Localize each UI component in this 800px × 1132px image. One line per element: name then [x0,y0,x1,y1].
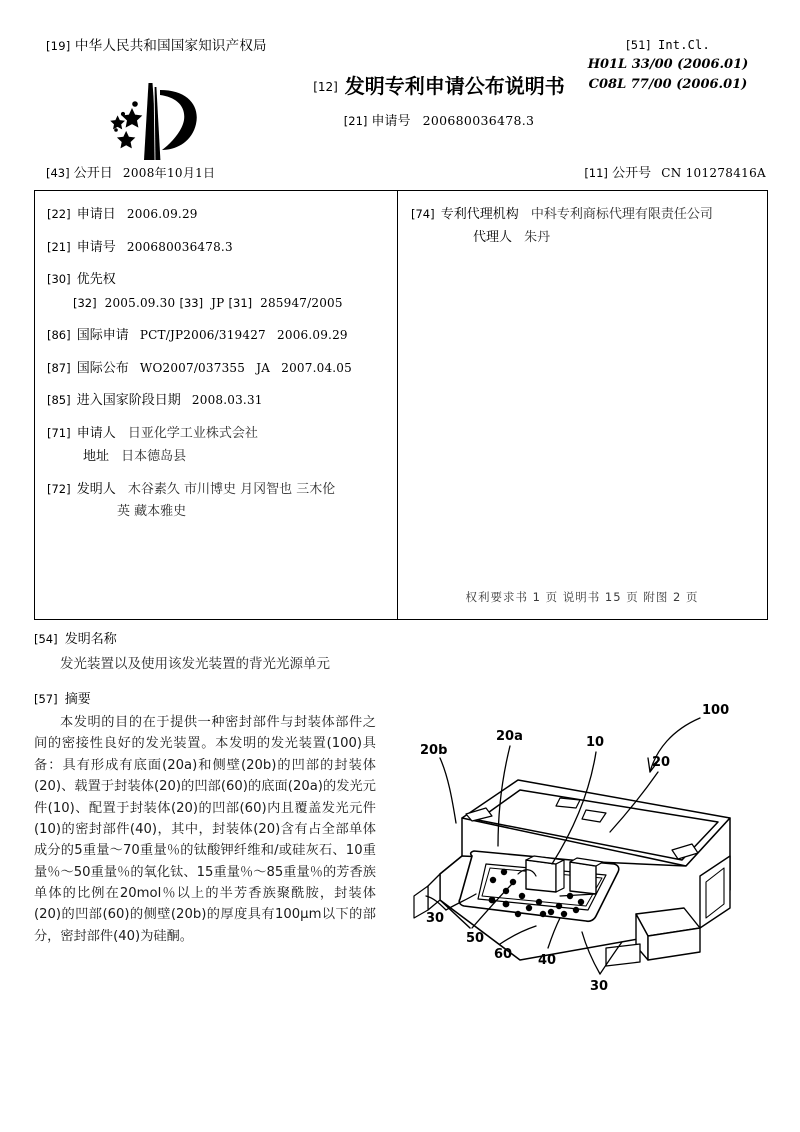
document-header [34,28,768,156]
publication-date-field [46,162,215,181]
document-type-label: 发明专利申请公布说明书 [344,74,565,98]
intl-app-number: PCT/JP2006/319427 [139,328,266,342]
international-classification [568,36,768,95]
inid-32: [32] [73,295,97,310]
abstract-label: 摘要 [64,692,91,707]
applicant-address [83,447,387,467]
inid-11: [11] [584,166,608,180]
abstract-heading [34,688,384,707]
agency-field [411,205,757,247]
priority-field [47,270,387,313]
biblio-left-column [35,191,397,619]
inid-86: [86] [47,328,71,342]
ref-label-20a: 20a [496,729,523,744]
office-name: 中华人民共和国国家知识产权局 [74,38,267,54]
ref-label-30-right: 30 [590,979,609,994]
publication-row [34,162,768,184]
inid-54: [54] [34,632,58,646]
international-application-field [47,326,387,346]
inid-87: [87] [47,360,71,375]
inid-19: [19] [46,39,71,53]
ref-label-20b: 20b [420,743,448,758]
intcl-code-2: C08L 77/00 (2006.01) [588,76,748,92]
inid-12: [12] [313,80,338,94]
intl-pub-date: 2007.04.05 [281,360,352,375]
publication-number-field [584,162,766,181]
priority-label: 优先权 [76,272,116,287]
national-phase-field [47,391,387,411]
agent-row [473,228,757,248]
agent-label: 代理人 [473,229,513,245]
issuing-office [46,34,267,54]
inventor-names-line-1: 木谷素久 市川博史 月冈智也 三木伦 [127,481,336,497]
intl-pub-label: 国际公布 [76,360,129,376]
priority-details [73,294,387,314]
ref-label-10: 10 [586,735,605,750]
inventor-names-line-2: 英 藏本雅史 [117,504,187,519]
publication-date-label: 公开日 [73,166,113,181]
inid-22: [22] [47,207,71,221]
ref-label-50: 50 [466,931,485,946]
ref-label-40: 40 [538,953,557,968]
app-number-value: 200680036478.3 [126,239,233,254]
intcl-heading [568,36,768,55]
filing-date-label: 申请日 [76,207,116,222]
inid-43: [43] [46,166,70,180]
header-application-number [264,110,614,129]
application-number-value: 200680036478.3 [422,113,535,128]
ref-label-100: 100 [702,703,730,718]
ref-label-30-left: 30 [426,911,445,926]
page-title: 发光装置以及使用该发光装置的背光光源单元 [60,656,330,672]
inid-51: [51] [626,38,651,52]
ref-label-60: 60 [494,947,513,962]
page-count-summary: 权利要求书 1 页 说明书 15 页 附图 2 页 [465,590,699,604]
filing-date-value: 2006.09.29 [126,207,198,221]
inid-72: [72] [47,481,71,496]
ref-label-20: 20 [652,755,671,770]
document-title-block [264,70,614,129]
abstract-column [34,688,384,947]
agent-name: 朱丹 [524,229,551,245]
intcl-code-1: H01L 33/00 (2006.01) [587,56,749,72]
intcl-label: Int.Cl. [657,38,710,52]
bibliographic-data-box [34,190,768,620]
inid-74: [74] [411,207,435,221]
invention-title-heading [34,628,768,647]
inid-21-header: [21] [343,114,368,128]
applicant-label: 申请人 [76,425,116,441]
priority-country-value: JP [211,295,225,310]
priority-number-value: 285947/2005 [260,295,343,310]
agency-name: 中科专利商标代理有限责任公司 [530,207,713,222]
address-value: 日本德岛县 [121,449,187,464]
filing-date-field [47,205,387,225]
national-phase-label: 进入国家阶段日期 [76,393,181,408]
international-publication-field [47,359,387,379]
applicant-name: 日亚化学工业株式会社 [127,425,258,441]
address-label: 地址 [83,449,110,464]
intl-pub-number: WO2007/037355 [139,360,246,375]
inid-71: [71] [47,425,71,440]
biblio-right-column [397,191,767,619]
app-number-label: 申请号 [76,239,116,255]
inventor-field [47,480,387,522]
publication-number-label: 公开号 [612,166,652,181]
invention-title-label: 发明名称 [64,632,117,647]
applicant-field [47,424,387,467]
intl-app-label: 国际申请 [76,328,129,343]
app-number-field [47,238,387,258]
inid-31: [31] [228,295,253,310]
inid-33: [33] [179,295,204,310]
inventor-names-line-2-row [109,502,387,522]
intl-pub-language: JA [256,360,271,375]
document-type [264,70,614,99]
inid-85: [85] [47,393,71,407]
publication-number-value: CN 101278416A [661,166,766,180]
inventor-label: 发明人 [76,481,116,497]
agency-label: 专利代理机构 [440,207,519,222]
intl-app-date: 2006.09.29 [277,328,348,342]
inid-57: [57] [34,692,58,706]
priority-date-value: 2005.09.30 [104,295,176,310]
inid-30: [30] [47,272,71,286]
national-phase-date: 2008.03.31 [191,393,263,407]
inid-21: [21] [47,239,71,254]
abstract-text: 本发明的目的在于提供一种密封部件与封装体部件之间的密接性良好的发光装置。本发明的发光装置(100)具备：具有形成有底面(20a)和侧壁(20b)的凹部的封装体(20)、载置于封装体(20)的凹部(60)的底面(20a)的发光元件(10)、配置于封装体(20)的凹部(60)内且覆盖发光元件(10)的密封部件(40)，其中，封装体(20)含有占全部单体成分的5重量～70重量％的钛酸钾纤维和/或硅灰石、10重量％～50重量％的氧化钛、15重量％～85重量％的芳香族单体的比例在20mol％以上的半芳香族聚酰胺，封装体(20)的凹部(60)的侧壁(20b)的厚度具有100μm以下的部分，密封部件(40)为硅酮。 [34,715,376,944]
light-emitting-device-perspective-drawing [400,660,790,1000]
application-number-label: 申请号 [371,114,411,129]
publication-date-value: 2008年10月1日 [122,166,216,180]
